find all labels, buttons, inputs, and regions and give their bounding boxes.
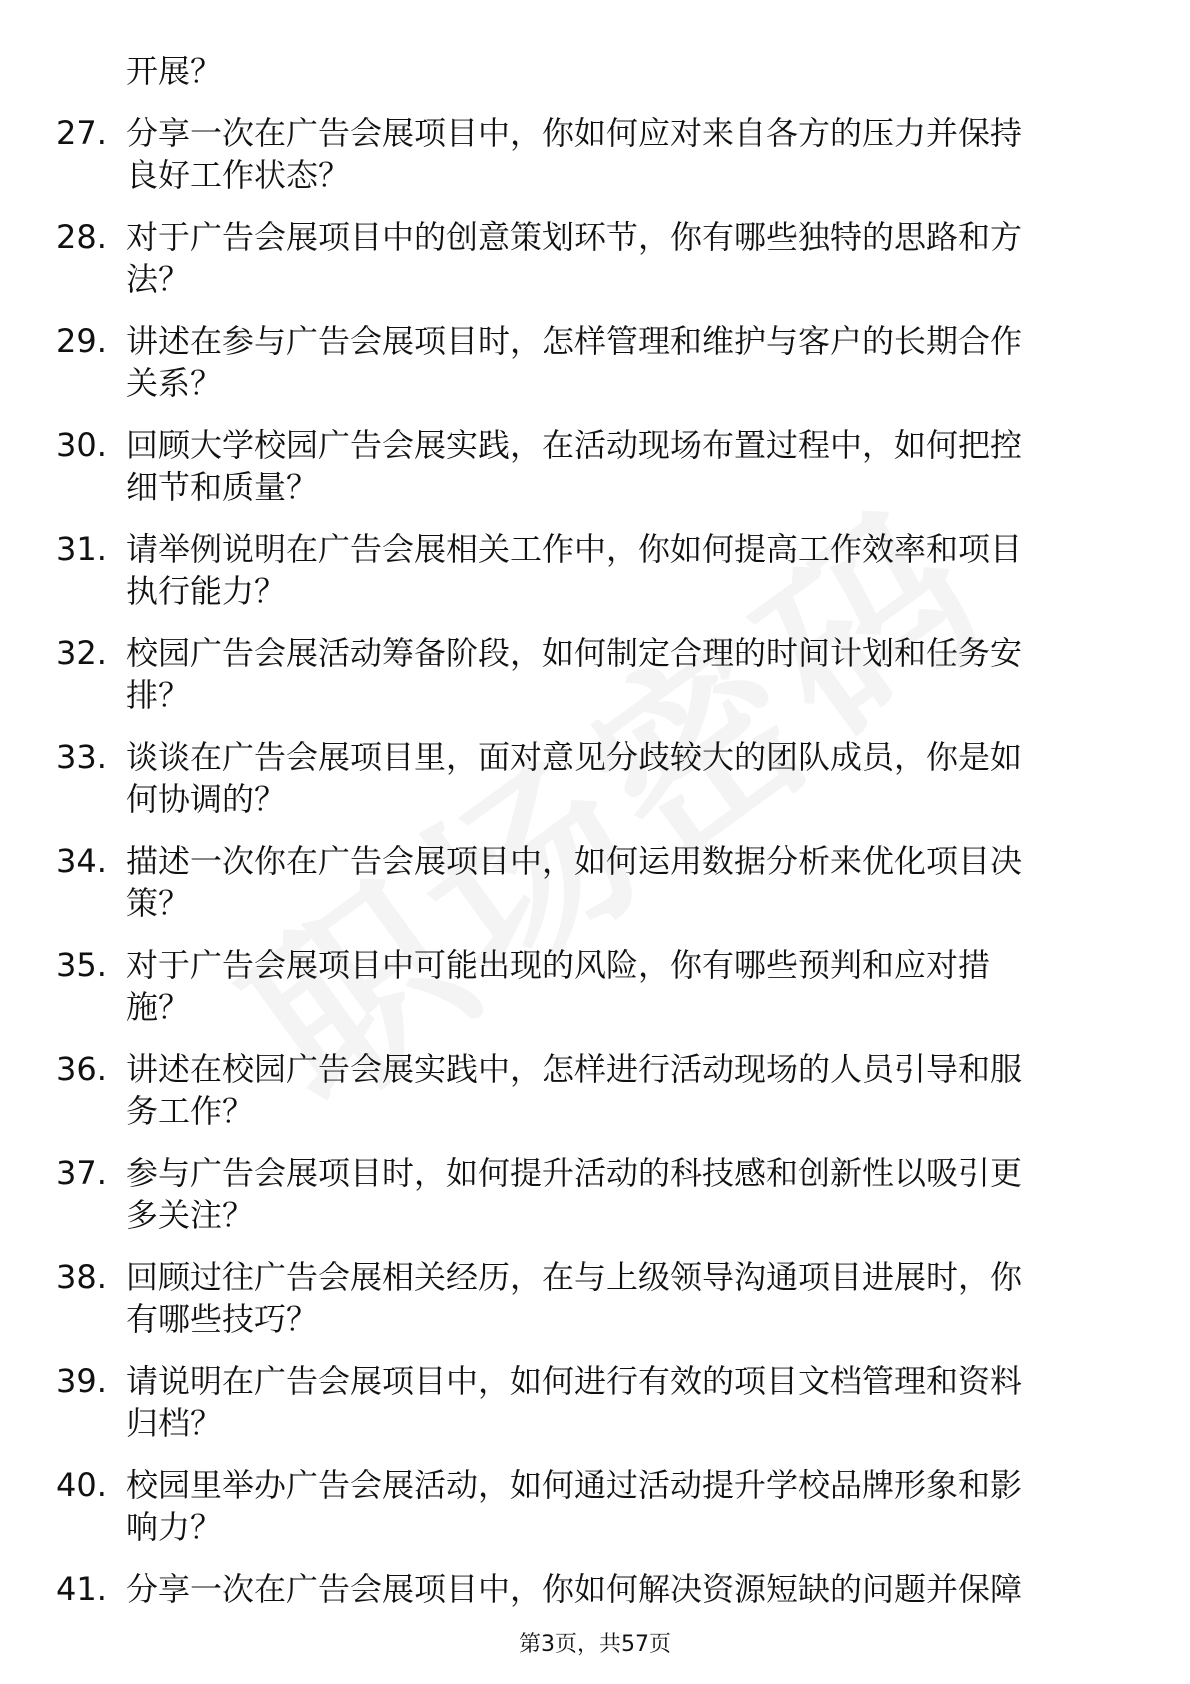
question-text [126, 320, 1126, 404]
question-line: 法？ [126, 260, 191, 298]
question-line: 对于广告会展项目中的创意策划环节，你有哪些独特的思路和方 [126, 218, 1023, 256]
list-item [0, 632, 1190, 736]
question-number: 34. [56, 842, 107, 880]
question-line: 分享一次在广告会展项目中，你如何应对来自各方的压力并保持 [126, 114, 1023, 152]
question-number: 28. [56, 218, 107, 256]
question-line: 细节和质量？ [126, 468, 319, 506]
question-text [126, 112, 1126, 196]
question-line: 回顾大学校园广告会展实践，在活动现场布置过程中，如何把控 [126, 426, 1023, 464]
question-line: 分享一次在广告会展项目中，你如何解决资源短缺的问题并保障 [126, 1570, 1023, 1608]
question-number: 38. [56, 1258, 107, 1296]
question-line: 何协调的？ [126, 780, 287, 818]
question-text [126, 944, 1126, 1028]
question-line: 回顾过往广告会展相关经历，在与上级领导沟通项目进展时，你 [126, 1258, 1023, 1296]
question-line: 归档？ [126, 1404, 223, 1442]
question-line: 参与广告会展项目时，如何提升活动的科技感和创新性以吸引更 [126, 1154, 1023, 1192]
question-text [126, 1568, 1126, 1610]
question-number: 27. [56, 114, 107, 152]
question-text [126, 736, 1126, 820]
question-line: 施？ [126, 988, 191, 1026]
list-item [0, 1152, 1190, 1256]
list-item [0, 320, 1190, 424]
question-number: 39. [56, 1362, 107, 1400]
page-footer [0, 1630, 1190, 1660]
question-number: 41. [56, 1570, 107, 1608]
question-line: 描述一次你在广告会展项目中，如何运用数据分析来优化项目决 [126, 842, 1023, 880]
question-line: 谈谈在广告会展项目里，面对意见分歧较大的团队成员，你是如 [126, 738, 1023, 776]
question-number: 29. [56, 322, 107, 360]
question-line: 策？ [126, 884, 191, 922]
question-line: 校园里举办广告会展活动，如何通过活动提升学校品牌形象和影 [126, 1466, 1023, 1504]
question-text [126, 216, 1126, 300]
question-line: 关系？ [126, 364, 223, 402]
question-text [126, 632, 1126, 716]
question-number: 32. [56, 634, 107, 672]
question-line: 校园广告会展活动筹备阶段，如何制定合理的时间计划和任务安 [126, 634, 1023, 672]
question-line: 多关注？ [126, 1196, 255, 1234]
question-text [126, 424, 1126, 508]
question-line: 请说明在广告会展项目中，如何进行有效的项目文档管理和资料 [126, 1362, 1023, 1400]
list-item [0, 112, 1190, 216]
list-item [0, 1360, 1190, 1464]
question-number: 37. [56, 1154, 107, 1192]
question-line: 排？ [126, 676, 191, 714]
list-item [0, 528, 1190, 632]
question-number: 31. [56, 530, 107, 568]
list-item [0, 944, 1190, 1048]
question-text [126, 1256, 1126, 1340]
list-item [0, 840, 1190, 944]
question-number: 36. [56, 1050, 107, 1088]
question-number: 33. [56, 738, 107, 776]
question-line: 良好工作状态？ [126, 156, 351, 194]
continuation-text: 开展？ [126, 52, 223, 90]
question-text [126, 840, 1126, 924]
question-text [126, 1464, 1126, 1548]
list-item [0, 216, 1190, 320]
question-text [126, 1360, 1126, 1444]
question-line: 务工作？ [126, 1092, 255, 1130]
question-line: 响力？ [126, 1508, 223, 1546]
list-item [0, 1464, 1190, 1568]
question-number: 40. [56, 1466, 107, 1504]
question-text [126, 1048, 1126, 1132]
question-number: 30. [56, 426, 107, 464]
question-line: 请举例说明在广告会展相关工作中，你如何提高工作效率和项目 [126, 530, 1023, 568]
question-line: 对于广告会展项目中可能出现的风险，你有哪些预判和应对措 [126, 946, 991, 984]
question-number: 35. [56, 946, 107, 984]
page-number-label: 第3页，共57页 [519, 1632, 671, 1657]
question-line: 讲述在校园广告会展实践中，怎样进行活动现场的人员引导和服 [126, 1050, 1023, 1088]
question-line: 讲述在参与广告会展项目时，怎样管理和维护与客户的长期合作 [126, 322, 1023, 360]
question-list [0, 112, 1190, 1672]
list-item [0, 1256, 1190, 1360]
question-text [126, 1152, 1126, 1236]
list-item [0, 736, 1190, 840]
list-item [0, 424, 1190, 528]
list-item [0, 1048, 1190, 1152]
question-line: 执行能力？ [126, 572, 287, 610]
question-text [126, 528, 1126, 612]
question-line: 有哪些技巧？ [126, 1300, 319, 1338]
